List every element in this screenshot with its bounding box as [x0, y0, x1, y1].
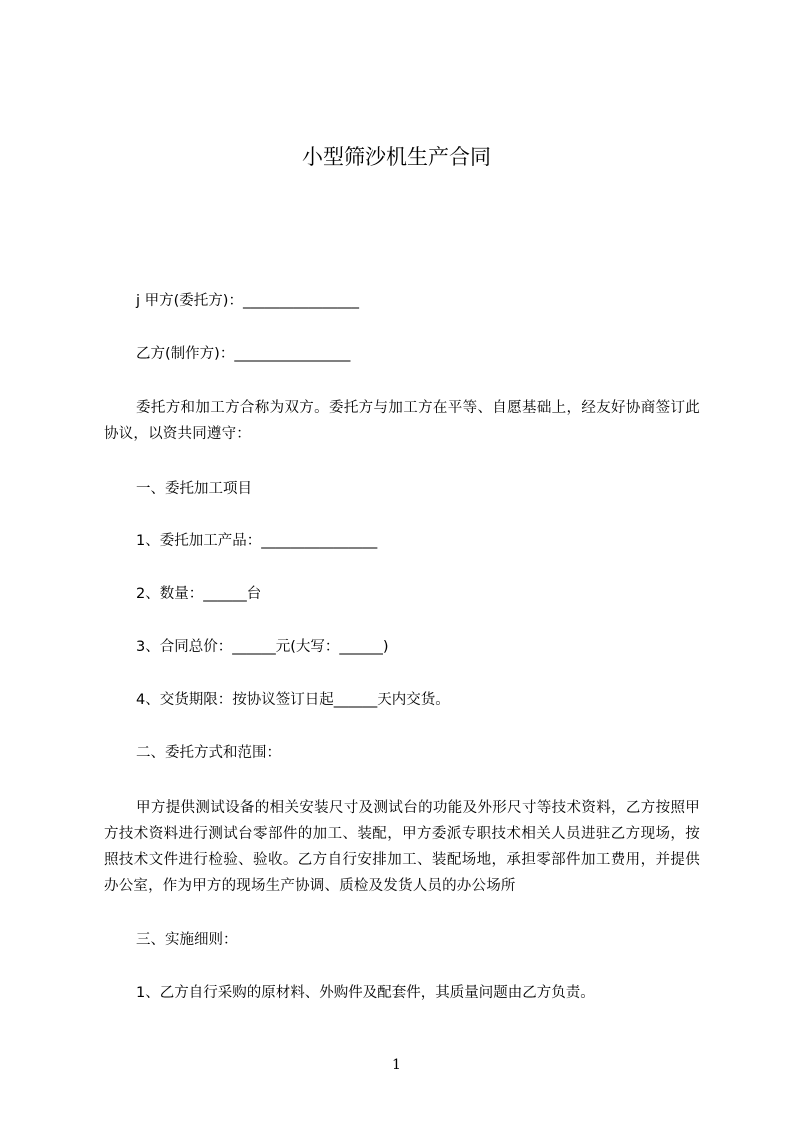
item-2-quantity: 2、数量：______台: [136, 586, 262, 602]
document-title: 小型筛沙机生产合同: [302, 145, 491, 169]
item-4-delivery-term: 4、交货期限：按协议签订日起______天内交货。: [136, 692, 450, 708]
page-number: 1: [392, 1057, 401, 1073]
party-a-line: j 甲方(委托方)：________________: [136, 293, 359, 309]
party-b-line: 乙方(制作方)：________________: [136, 346, 351, 362]
section-2-heading: 二、委托方式和范围：: [136, 745, 281, 761]
item-1-product: 1、委托加工产品：________________: [136, 533, 378, 549]
section-3-item-1: 1、乙方自行采购的原材料、外购件及配套件，其质量问题由乙方负责。: [136, 985, 595, 1001]
section-2-paragraph: 甲方提供测试设备的相关安装尺寸及测试台的功能及外形尺寸等技术资料，乙方按照甲方技术资料进行测试台零部件的加工、装配，甲方委派专职技术相关人员进驻乙方现场，按照技术文件进行检验、验收。乙方自行安排加工、装配场地，承担零部件加工费用，并提供办公室，作为甲方的现场生产协调、质检及发货人员的办公场所: [104, 800, 700, 894]
intro-paragraph: 委托方和加工方合称为双方。委托方与加工方在平等、自愿基础上，经友好协商签订此协议，以资共同遵守：: [104, 400, 700, 442]
section-3-heading: 三、实施细则：: [136, 932, 238, 948]
section-1-heading: 一、委托加工项目: [136, 481, 252, 497]
item-3-total-price: 3、合同总价：______元(大写：______): [136, 639, 389, 655]
